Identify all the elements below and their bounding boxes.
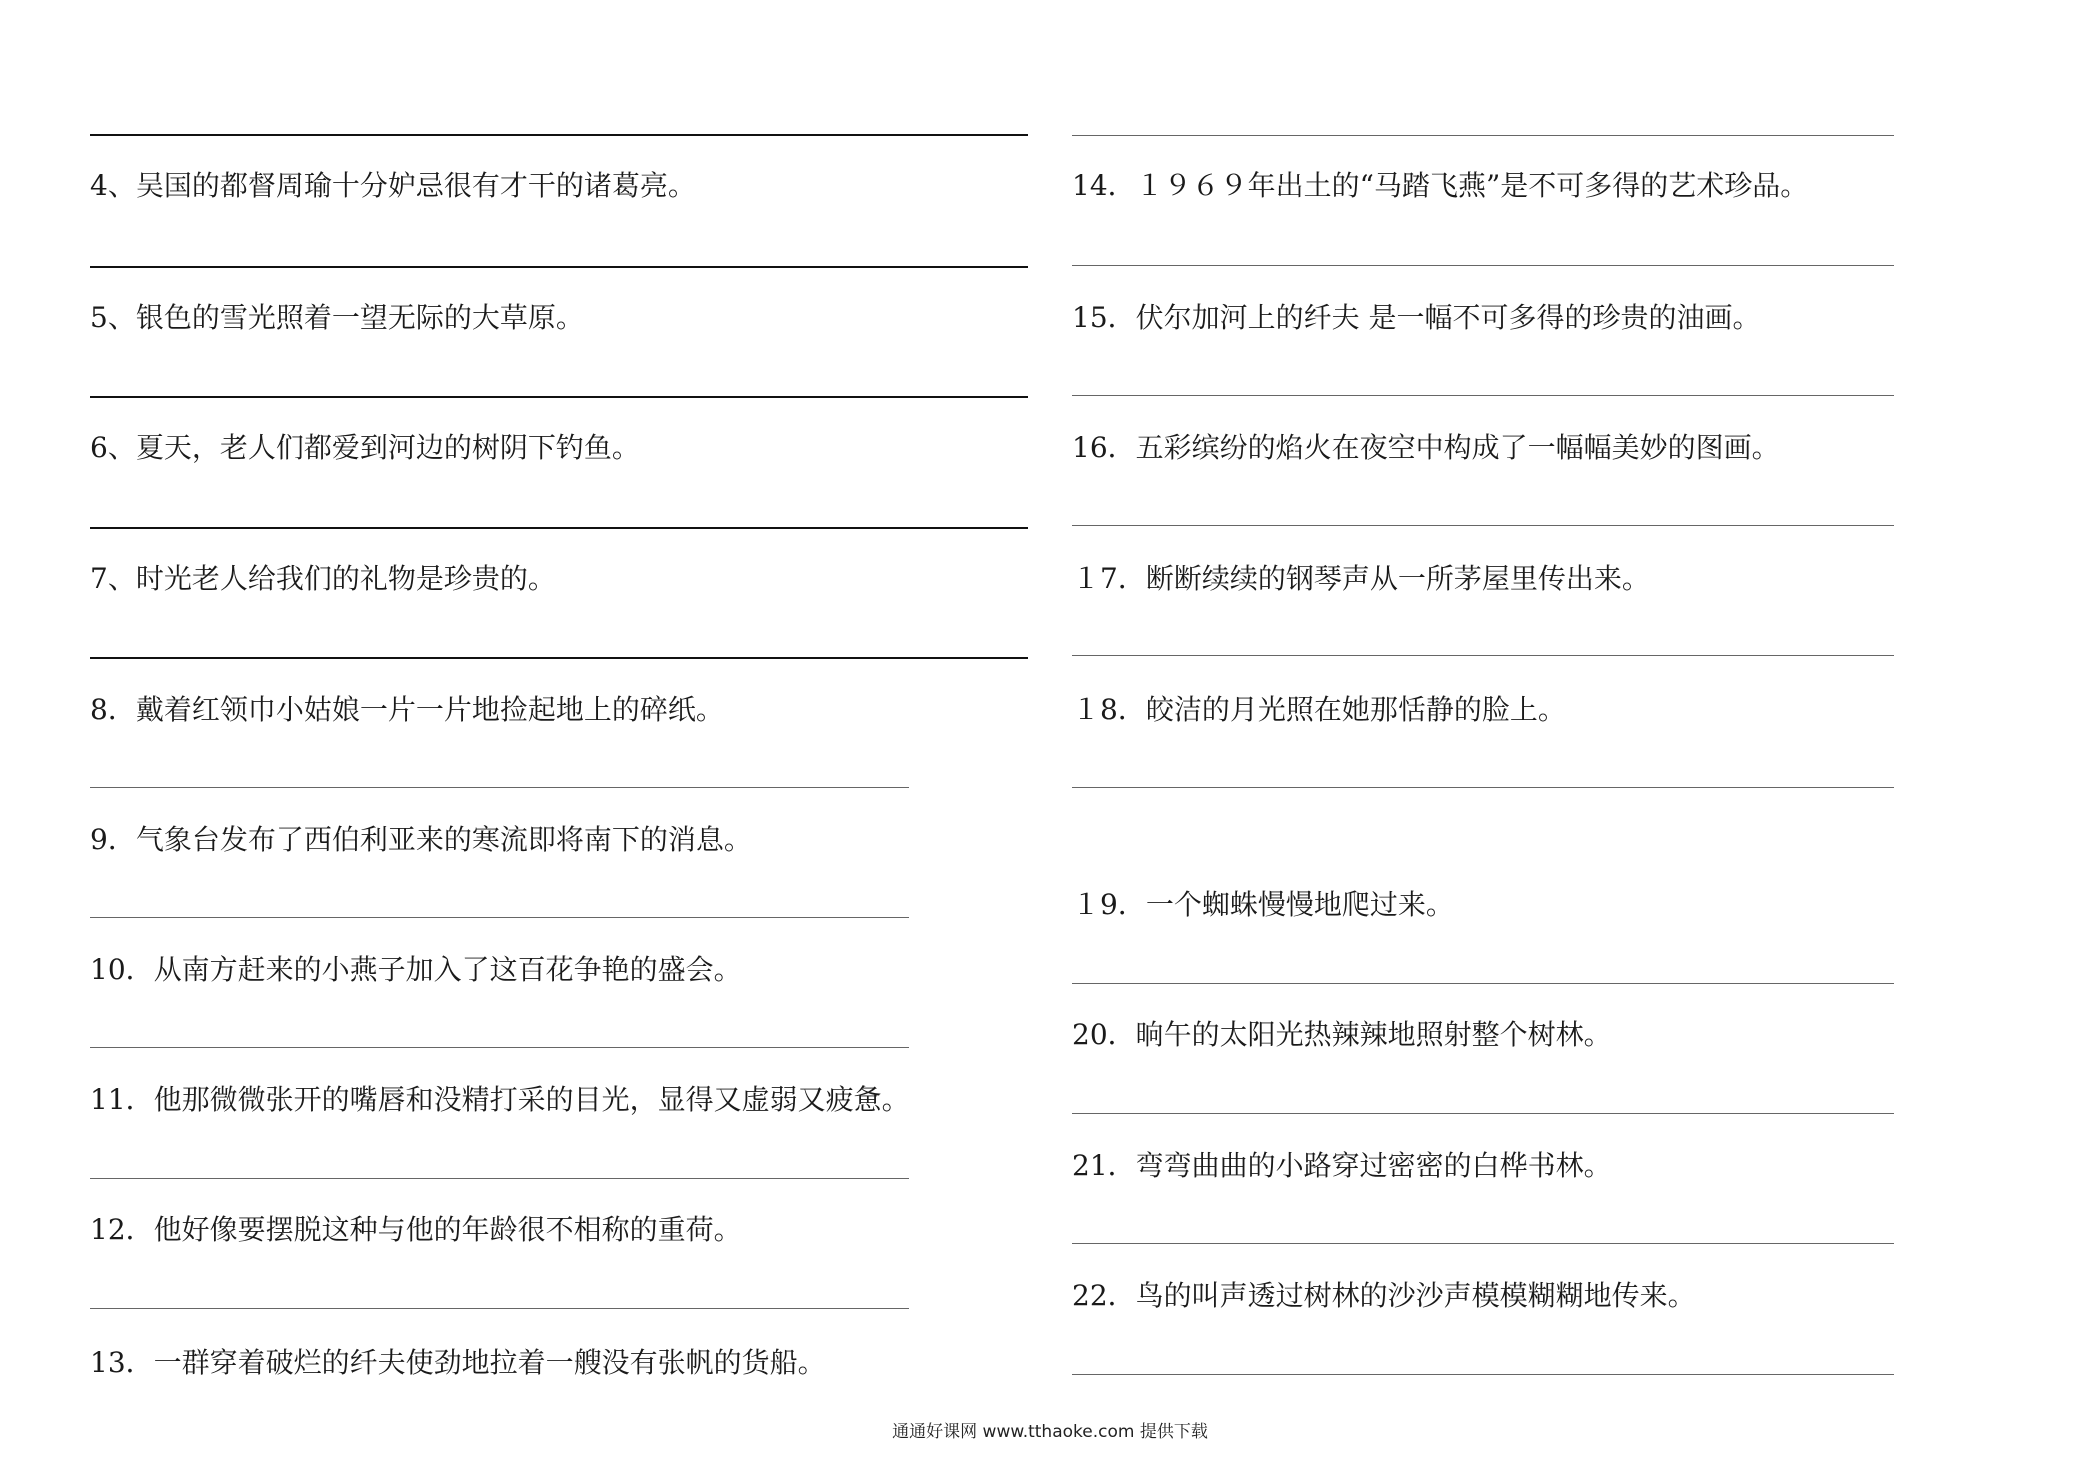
answer-line	[1072, 1113, 1894, 1114]
question-item: 10．从南方赶来的小燕子加入了这百花争艳的盛会。	[90, 953, 742, 986]
answer-line	[1072, 1243, 1894, 1244]
answer-line	[1072, 525, 1894, 526]
answer-line	[1072, 655, 1894, 656]
answer-line	[90, 1047, 909, 1048]
answer-line	[1072, 265, 1894, 266]
answer-line	[90, 787, 909, 788]
question-item: 21．弯弯曲曲的小路穿过密密的白桦书林。	[1072, 1149, 1612, 1182]
answer-line	[1072, 395, 1894, 396]
answer-line	[1072, 983, 1894, 984]
answer-line	[1072, 1374, 1894, 1375]
answer-line	[90, 134, 1028, 136]
question-item: 7、时光老人给我们的礼物是珍贵的。	[90, 562, 556, 595]
question-item: 4、吴国的都督周瑜十分妒忌很有才干的诸葛亮。	[90, 169, 696, 202]
answer-line	[90, 527, 1028, 529]
question-item: １7．断断续续的钢琴声从一所茅屋里传出来。	[1072, 562, 1650, 595]
question-item: １9．一个蜘蛛慢慢地爬过来。	[1072, 888, 1454, 921]
answer-line	[90, 266, 1028, 268]
question-item: 15．伏尔加河上的纤夫 是一幅不可多得的珍贵的油画。	[1072, 301, 1761, 334]
question-item: 9．气象台发布了西伯利亚来的寒流即将南下的消息。	[90, 823, 752, 856]
answer-line	[90, 1308, 909, 1309]
answer-line	[90, 917, 909, 918]
answer-line	[1072, 787, 1894, 788]
question-item: 6、夏天，老人们都爱到河边的树阴下钓鱼。	[90, 431, 640, 464]
question-item: 14．１９６９年出土的“马踏飞燕”是不可多得的艺术珍品。	[1072, 169, 1809, 202]
question-item: 12．他好像要摆脱这种与他的年龄很不相称的重荷。	[90, 1213, 742, 1246]
answer-line	[90, 657, 1028, 659]
answer-line	[1072, 135, 1894, 136]
question-item: 11．他那微微张开的嘴唇和没精打采的目光，显得又虚弱又疲惫。	[90, 1083, 910, 1116]
question-item: 8．戴着红领巾小姑娘一片一片地捡起地上的碎纸。	[90, 693, 724, 726]
question-item: 16．五彩缤纷的焰火在夜空中构成了一幅幅美妙的图画。	[1072, 431, 1780, 464]
question-item: 22．鸟的叫声透过树林的沙沙声模模糊糊地传来。	[1072, 1279, 1696, 1312]
question-item: 5、银色的雪光照着一望无际的大草原。	[90, 301, 584, 334]
question-item: 20．晌午的太阳光热辣辣地照射整个树林。	[1072, 1018, 1612, 1051]
page-footer: 通通好课网 www.tthaoke.com 提供下载	[892, 1422, 1208, 1442]
question-item: １8．皎洁的月光照在她那恬静的脸上。	[1072, 693, 1566, 726]
answer-line	[90, 396, 1028, 398]
answer-line	[90, 1178, 909, 1179]
question-item: 13．一群穿着破烂的纤夫使劲地拉着一艘没有张帆的货船。	[90, 1346, 826, 1379]
